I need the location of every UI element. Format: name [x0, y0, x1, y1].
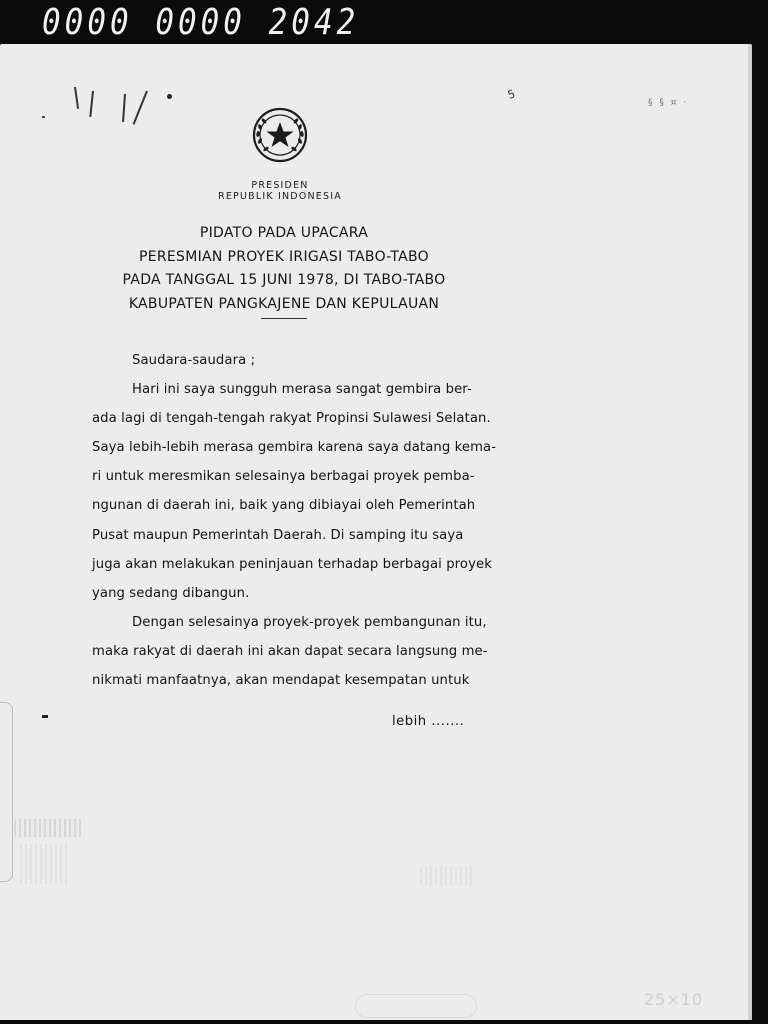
- paragraph-line: Saya lebih-lebih merasa gembira karena saya datang kema-: [92, 440, 497, 456]
- title-line: KABUPATEN PANGKAJENE DAN KEPULAUAN: [128, 295, 440, 312]
- ink-dot: [42, 116, 45, 118]
- pen-mark: [74, 87, 79, 109]
- top-right-mark: 5: [505, 87, 518, 102]
- paragraph-line: yang sedang dibangun.: [92, 585, 250, 601]
- scan-smudge: [20, 844, 70, 884]
- paragraph-line: Dengan selesainya proyek-proyek pembangunan itu,: [132, 614, 487, 630]
- letterhead: [180, 180, 380, 202]
- scan-smudge: [14, 819, 84, 837]
- title-line: PIDATO PADA UPACARA: [199, 225, 369, 241]
- paragraph-line: ri untuk meresmikan selesainya berbagai proyek pemba-: [92, 469, 475, 485]
- paragraph-line: maka rakyat di daerah ini akan dapat secara langsung me-: [92, 643, 488, 659]
- paragraph-line: ngunan di daerah ini, baik yang dibiayai oleh Pemerintah: [92, 498, 476, 514]
- ink-dot: [167, 94, 172, 99]
- pen-mark: [133, 91, 148, 125]
- film-frame-code: 0000 0000 2042: [42, 2, 360, 44]
- paragraph-line: nikmati manfaatnya, akan mendapat kesempatan untuk: [92, 673, 470, 689]
- margin-dash: [42, 715, 48, 718]
- document-page: [0, 44, 752, 1020]
- title-underline: [261, 318, 307, 319]
- title-line: PADA TANGGAL 15 JUNI 1978, DI TABO-TABO: [122, 272, 446, 288]
- pen-mark: [89, 91, 94, 117]
- paragraph-line: Hari ini saya sungguh merasa sangat gembira ber-: [132, 382, 472, 398]
- page-continuation: lebih .......: [392, 714, 465, 729]
- title-line: PERESMIAN PROYEK IRIGASI TABO-TABO: [139, 248, 429, 265]
- speech-title: [84, 222, 484, 316]
- film-bottom-edge: [0, 1020, 768, 1024]
- scan-smudge: [420, 866, 475, 886]
- film-strip: [0, 0, 768, 44]
- film-oval-mark: [355, 994, 477, 1018]
- pen-mark: [122, 94, 126, 122]
- corner-mark: § § ¤ ·: [648, 98, 689, 108]
- letterhead-line-presiden: PRESIDEN: [251, 180, 309, 191]
- paragraph-line: ada lagi di tengah-tengah rakyat Propinsi Sulawesi Selatan.: [92, 411, 491, 427]
- presidential-seal-icon: [250, 105, 310, 165]
- scale-mark: 25×10: [644, 990, 704, 1009]
- paragraph-line: Pusat maupun Pemerintah Daerah. Di samping itu saya: [92, 527, 464, 543]
- paragraph-line: juga akan melakukan peninjauan terhadap berbagai proyek: [92, 556, 492, 572]
- film-edge-bracket: [0, 702, 13, 882]
- salutation: Saudara-saudara ;: [132, 353, 256, 368]
- speech-body: [92, 346, 512, 695]
- letterhead-line-republik: REPUBLIK INDONESIA: [218, 191, 342, 202]
